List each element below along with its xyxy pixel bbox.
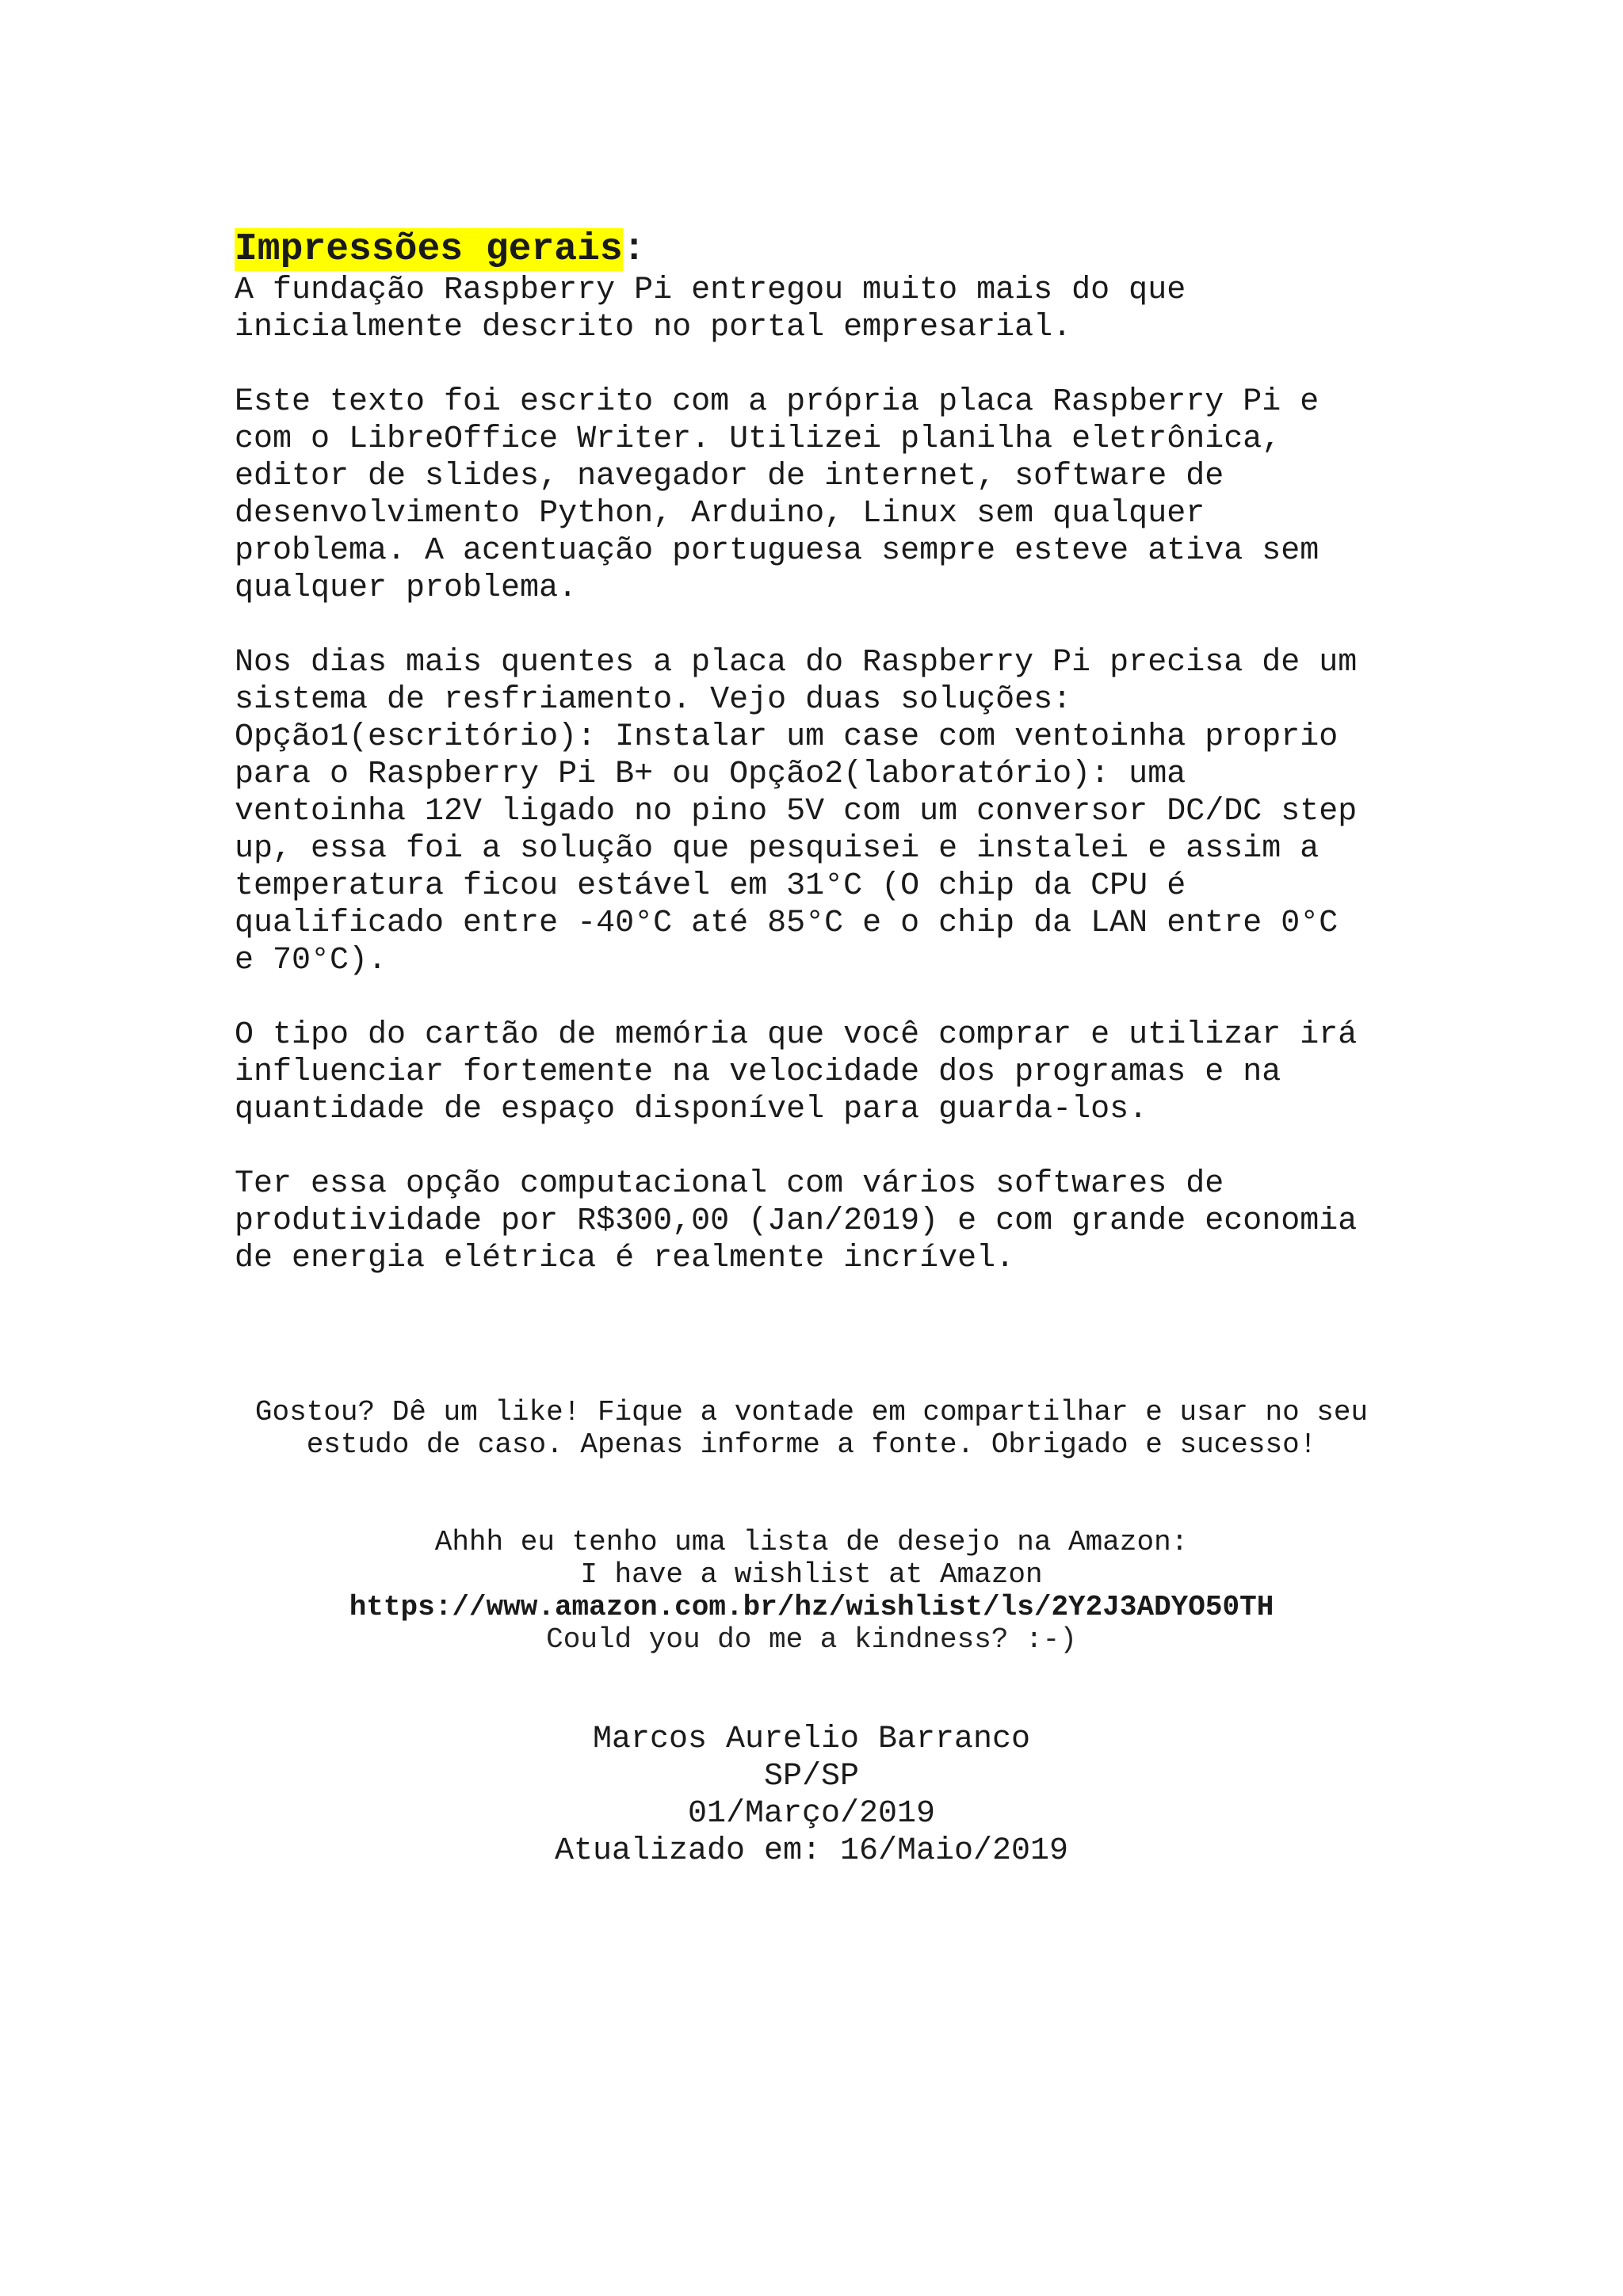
paragraph-line: de energia elétrica é realmente incrível.	[235, 1241, 1015, 1276]
paragraph-line: ventoinha 12V ligado no pino 5V com um conversor DC/DC step	[235, 794, 1358, 830]
kindness-text: Could you do me a kindness? :-)	[546, 1623, 1077, 1656]
paragraph-line: para o Raspberry Pi B+ ou Opção2(laboratório): uma	[235, 757, 1186, 792]
wishlist-pt-text: Ahhh eu tenho uma lista de desejo na Amazon:	[434, 1526, 1189, 1558]
paragraph-line: influenciar fortemente na velocidade dos programas e na	[235, 1055, 1281, 1090]
updated-date: Atualizado em: 16/Maio/2019	[554, 1833, 1069, 1869]
paragraph-line: desenvolvimento Python, Arduino, Linux sem qualquer	[235, 496, 1205, 532]
share-note	[0, 1396, 1623, 1461]
section-heading	[235, 227, 1439, 272]
paragraph-software	[235, 383, 1439, 607]
document-body	[235, 227, 1439, 1314]
highlighted-heading-text: Impressões gerais	[235, 228, 623, 271]
paragraph-line: A fundação Raspberry Pi entregou muito mais do que	[235, 273, 1186, 308]
paragraph-line: Nos dias mais quentes a placa do Raspberry Pi precisa de um	[235, 645, 1358, 681]
author-location: SP/SP	[763, 1759, 860, 1794]
paragraph-line: Este texto foi escrito com a própria placa Raspberry Pi e	[235, 384, 1319, 420]
paragraph-line: quantidade de espaço disponível para guarda-los.	[235, 1092, 1148, 1127]
author-name: Marcos Aurelio Barranco	[592, 1722, 1031, 1757]
paragraph-line: qualificado entre -40°C até 85°C e o chip da LAN entre 0°C	[235, 906, 1338, 941]
paragraph-line: Ter essa opção computacional com vários softwares de	[235, 1166, 1224, 1202]
document-date: 01/Março/2019	[687, 1796, 936, 1832]
paragraph-line: up, essa foi a solução que pesquisei e instalei e assim a	[235, 831, 1319, 867]
heading-colon: :	[622, 228, 646, 271]
wishlist-url-link[interactable]: https://www.amazon.com.br/hz/wishlist/ls/2Y2J3ADYO50TH	[349, 1591, 1274, 1623]
paragraph-line: sistema de resfriamento. Vejo duas soluções:	[235, 682, 1072, 718]
wishlist-en-text: I have a wishlist at Amazon	[580, 1558, 1043, 1591]
paragraph-line: qualquer problema.	[235, 570, 578, 606]
paragraph-line: O tipo do cartão de memória que você comprar e utilizar irá	[235, 1017, 1358, 1053]
paragraph-conclusion	[235, 1165, 1439, 1277]
paragraph-line: problema. A acentuação portuguesa sempre esteve ativa sem	[235, 533, 1319, 569]
share-note-line: estudo de caso. Apenas informe a fonte. Obrigado e sucesso!	[306, 1428, 1317, 1461]
paragraph-line: Opção1(escritório): Instalar um case com ventoinha proprio	[235, 719, 1338, 755]
wishlist-block	[0, 1526, 1623, 1656]
paragraph-line: temperatura ficou estável em 31°C (O chip da CPU é	[235, 868, 1186, 904]
signature-block	[0, 1721, 1623, 1870]
paragraph-line: com o LibreOffice Writer. Utilizei planilha eletrônica,	[235, 421, 1281, 457]
paragraph-line: inicialmente descrito no portal empresarial.	[235, 310, 1072, 345]
paragraph-cooling	[235, 644, 1439, 979]
paragraph-line: editor de slides, navegador de internet, software de	[235, 459, 1224, 494]
paragraph-line: e 70°C).	[235, 943, 388, 978]
paragraph-memory-card	[235, 1016, 1439, 1128]
paragraph-intro	[235, 272, 1439, 346]
paragraph-line: produtividade por R$300,00 (Jan/2019) e com grande economia	[235, 1203, 1358, 1239]
share-note-line: Gostou? Dê um like! Fique a vontade em compartilhar e usar no seu	[254, 1396, 1369, 1428]
